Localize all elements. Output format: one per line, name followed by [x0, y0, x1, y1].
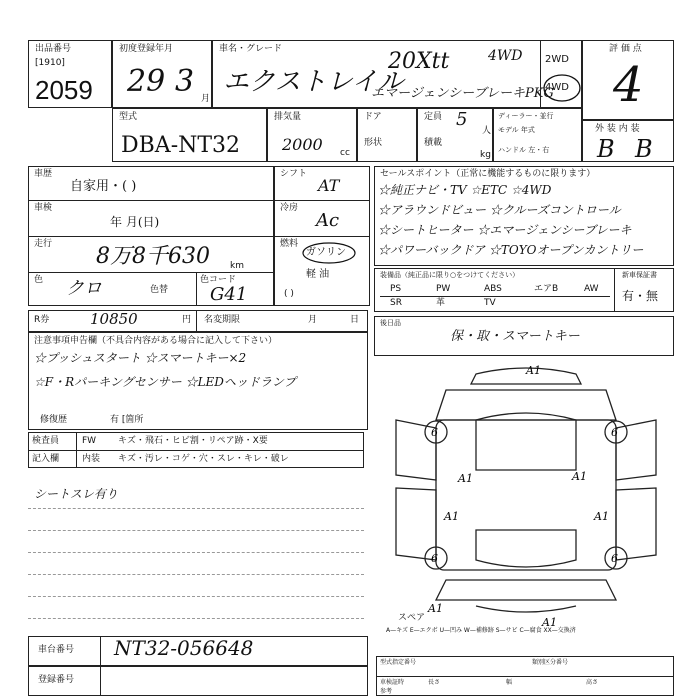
chassis-value: NT32-056648 [114, 636, 254, 660]
color-code-label: 色コード [200, 275, 237, 285]
history-value: 自家用・( ) [70, 179, 137, 194]
equip-leather: 革 [436, 298, 446, 308]
form-note: 参考 [380, 688, 393, 695]
model-year-label: モデル 年式 [498, 126, 535, 134]
fuel-circle [300, 240, 358, 266]
seats-box [417, 108, 493, 162]
drive-hw: 4WD [488, 48, 523, 64]
after-label: 後日品 [380, 319, 401, 327]
ext-int-box [582, 120, 674, 162]
model-box [112, 108, 267, 162]
ext-int-label: 外 装 内 装 [595, 124, 640, 134]
seats-value: 5 [456, 109, 468, 130]
lot-label: 出品番号 [35, 44, 72, 54]
sales-points-label: セールスポイント（正常に機能するものに限ります） [380, 169, 596, 179]
first-reg-box [112, 40, 212, 108]
first-reg-year: 29 [127, 64, 166, 99]
ac-label: 冷房 [280, 203, 299, 213]
car-diagram [376, 360, 676, 630]
equipment-label: 装備品（純正品に限り○をつけてください） [380, 271, 520, 279]
chassis-label: 車台番号 [38, 645, 75, 655]
inspection-label: 車検 [34, 203, 53, 213]
month-unit: 月 [201, 94, 211, 104]
fw-items: キズ・飛石・ヒビ割・リペア跡・X要 [118, 436, 268, 446]
lot-code: [1910] [35, 58, 65, 68]
color-change-label: 色替 [150, 285, 169, 295]
fuel-label: 燃料 [280, 239, 299, 249]
sales-line-2: ☆アラウンドビュー ☆クルーズコントロール [378, 203, 621, 217]
fuel-gas: ガソリン [306, 247, 346, 258]
diagram-mark-6: A1 [428, 602, 443, 615]
form2-b: 長さ [428, 679, 441, 686]
inspector-label-1: 検査員 [32, 436, 60, 446]
first-reg-label: 初度登録年月 [119, 44, 174, 54]
dealer-box [493, 108, 582, 162]
equip-airbag: エアB [534, 284, 559, 294]
displacement-label: 排気量 [274, 112, 302, 122]
ac-value: Ac [316, 210, 340, 231]
reg-label: 登録番号 [38, 675, 75, 685]
drive-4wd: 4WD [545, 82, 569, 93]
history-label: 車歴 [34, 169, 53, 179]
drive-box [540, 40, 582, 108]
notes-line-2: ☆F・Rパーキングセンサー ☆LEDヘッドランプ [34, 375, 296, 389]
fuel-paren: ( ) [284, 289, 294, 299]
name-label: 車名・グレード [219, 44, 283, 54]
warranty-label: 新車保証書 [622, 271, 657, 279]
shift-label: シフト [280, 169, 308, 179]
inspector-remark: シートスレ有り [34, 487, 118, 501]
grade-sub: エマージェンシーブレーキPKG [371, 86, 554, 101]
r-yen: 円 [182, 315, 192, 325]
diagram-mark-5: A1 [594, 510, 609, 523]
handle-label: ハンドル 左・右 [498, 146, 550, 154]
inspector-label-2: 記入欄 [32, 454, 60, 464]
spare-label: スペア [398, 613, 426, 623]
drive-2wd: 2WD [545, 54, 569, 65]
diagram-mark-7: A1 [542, 616, 557, 629]
grade: 20Xtt [388, 49, 450, 74]
r-amount: 10850 [90, 310, 138, 328]
repair-value: 有 [箇所 [110, 415, 144, 425]
repair-label: 修復歴 [40, 415, 68, 425]
diagram-mark-1: A1 [526, 364, 541, 377]
model-label: 型式 [119, 112, 138, 122]
seats-unit: 人 [482, 126, 492, 136]
color-label: 色 [34, 275, 44, 285]
sales-line-1: ☆純正ナビ・TV ☆ETC ☆4WD [378, 183, 552, 197]
tire-mark-fr: 6 [611, 426, 618, 439]
shift-value: AT [318, 176, 340, 195]
equip-aw: AW [584, 284, 599, 294]
displacement-box [267, 108, 357, 162]
form2-a: 車検証時 [380, 679, 405, 686]
inspection-value: 年 月(日) [110, 215, 160, 229]
sales-line-3: ☆シートヒーター ☆エマージェンシーブレーキ [378, 223, 632, 237]
equip-tv: TV [484, 298, 496, 308]
model-value: DBA-NT32 [121, 133, 241, 158]
color-code-value: G41 [210, 284, 248, 305]
door-label: ドア [364, 112, 382, 122]
color-value: クロ [66, 278, 102, 299]
car-name: エクストレイル [223, 67, 404, 97]
name-change-month: 月 [308, 315, 318, 325]
kg-unit: kg [480, 150, 491, 160]
diagram-mark-3: A1 [572, 470, 587, 483]
equip-pw: PW [436, 284, 451, 294]
reg-box [28, 666, 368, 696]
name-box [212, 40, 582, 108]
equip-abs: ABS [484, 284, 502, 294]
dealer-label: ディーラー・並行 [498, 112, 554, 120]
int-label: 内装 [82, 454, 101, 464]
score-box [582, 40, 674, 120]
displacement-value: 2000 [282, 135, 323, 154]
diagram-mark-4: A1 [444, 510, 459, 523]
shape-label: 形状 [364, 138, 383, 148]
seats-label: 定員 [424, 112, 443, 122]
load-label: 積載 [424, 138, 443, 148]
form1-b: 類別区分番号 [532, 659, 569, 666]
diagram-mark-2: A1 [458, 472, 473, 485]
equip-sr: SR [390, 298, 402, 308]
notes-label: 注意事項申告欄（不具合内容がある場合に記入して下さい） [34, 336, 278, 346]
drive-circle [541, 73, 583, 107]
notes-line-1: ☆プッシュスタート ☆スマートキー×2 [34, 351, 247, 365]
name-change-day: 日 [350, 315, 360, 325]
cc-unit: cc [340, 148, 350, 158]
first-reg-month: 3 [175, 64, 195, 99]
lot-box [28, 40, 112, 108]
int-items: キズ・汚レ・コゲ・穴・スレ・キレ・破レ [118, 454, 289, 464]
r-label: R券 [34, 315, 50, 325]
fw-label: FW [82, 436, 97, 446]
tire-mark-rr: 6 [611, 552, 618, 565]
name-change-label: 名変期限 [204, 315, 241, 325]
mileage-label: 走行 [34, 239, 53, 249]
score-value: 4 [613, 57, 644, 113]
form1-a: 型式指定番号 [380, 659, 417, 666]
form2-d: 高さ [586, 679, 599, 686]
int-grade: B [635, 135, 653, 163]
tire-mark-fl: 6 [431, 426, 438, 439]
score-label: 評 価 点 [609, 44, 642, 54]
lot-number: 2059 [35, 75, 93, 105]
form2-c: 幅 [506, 679, 513, 686]
warranty-value: 有・無 [622, 289, 659, 303]
mileage-value: 8万8千630 [96, 244, 210, 269]
sales-line-4: ☆パワーバックドア ☆TOYOオープンカントリー [378, 243, 644, 257]
door-box [357, 108, 417, 162]
tire-mark-rl: 6 [431, 552, 438, 565]
ext-grade: B [597, 135, 615, 163]
damage-legend: A—キズ E—エクボ U—凹み W—補修跡 S—サビ C—腐食 XX—交換済 [386, 627, 576, 634]
fuel-diesel: 軽 油 [306, 269, 330, 280]
km-unit: km [230, 261, 244, 271]
equip-ps: PS [390, 284, 402, 294]
after-value: 保・取・スマートキー [450, 329, 580, 344]
